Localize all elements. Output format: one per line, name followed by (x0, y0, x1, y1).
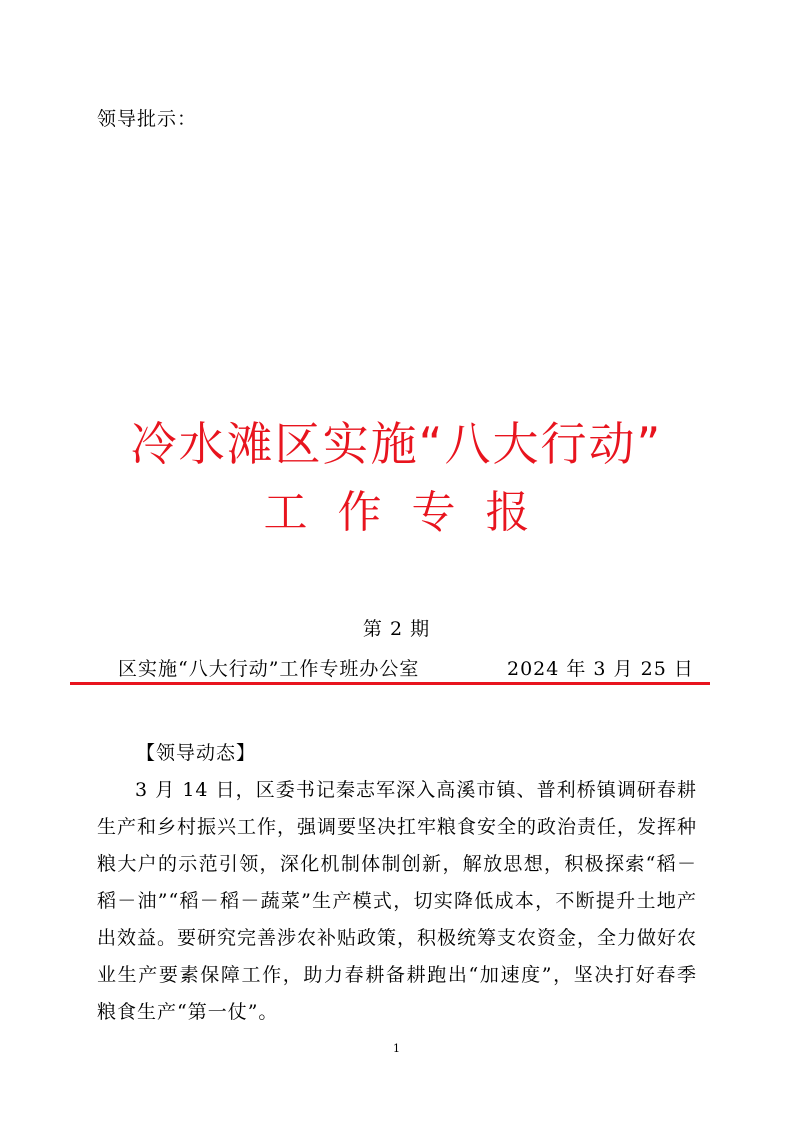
body-paragraph: 3 月 14 日，区委书记秦志军深入高溪市镇、普利桥镇调研春耕生产和乡村振兴工作，强调要坚决扛牢粮食安全的政治责任，发挥种粮大户的示范引领，深化机制体制创新，解放思想，积极探索“稻－稻－油”“稻－稻－蔬菜”生产模式，切实降低成本，不断提升土地产出效益。要研究完善涉农补贴政策，积极统筹支农资金，全力做好农业生产要素保障工作，助力春耕备耕跑出“加速度”，坚决打好春季粮食生产“第一仗”。 (97, 779, 698, 1023)
section-heading: 【领导动态】 (136, 742, 257, 764)
report-title-line1: 冷水滩区实施“八大行动” (130, 417, 663, 471)
report-title-line2: 工作专报 (263, 487, 560, 538)
header-divider (70, 682, 710, 685)
publisher: 区实施“八大行动”工作专班办公室 (118, 658, 420, 680)
issue-number: 第 2 期 (362, 618, 431, 640)
page-number: 1 (393, 1042, 400, 1055)
leader-instructions-label: 领导批示： (97, 108, 198, 130)
publish-date: 2024 年 3 月 25 日 (507, 658, 694, 680)
